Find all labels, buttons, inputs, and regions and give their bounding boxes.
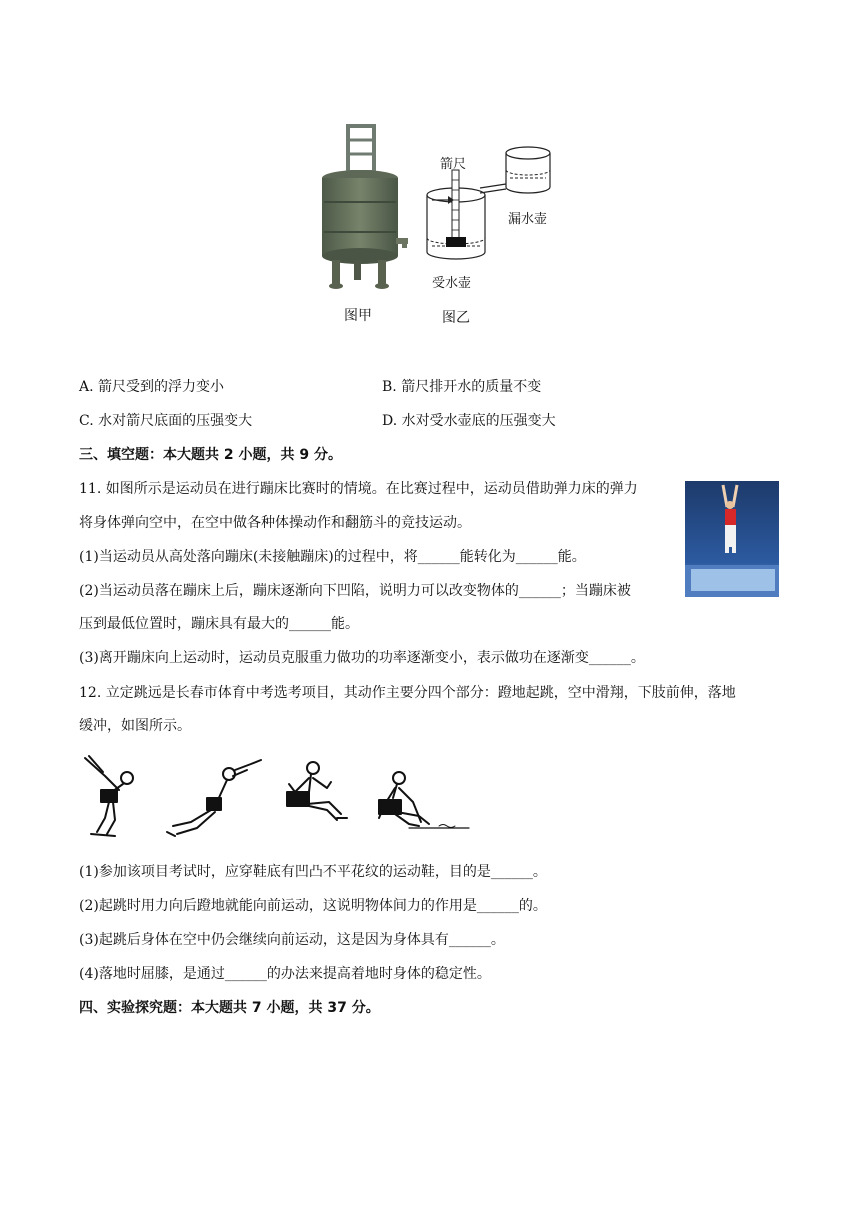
q12-line-5: (3)起跳后身体在空中仍会继续向前运动，这是因为身体具有______。 bbox=[79, 932, 505, 948]
label-receive-pot: 受水壶 bbox=[432, 276, 472, 291]
q12-line-3: (1)参加该项目考试时，应穿鞋底有凹凸不平花纹的运动鞋，目的是______。 bbox=[79, 864, 547, 880]
option-d: D. 水对受水壶底的压强变大 bbox=[382, 413, 556, 429]
clepsydra-photo bbox=[318, 120, 410, 292]
caption-figure-a: 图甲 bbox=[344, 308, 372, 324]
q11-line-6: (3)离开蹦床向上运动时，运动员克服重力做功的功率逐渐变小，表示做功在逐渐变______。 bbox=[79, 650, 645, 666]
section-3-title: 三、填空题：本大题共 2 小题，共 9 分。 bbox=[79, 447, 342, 463]
trampoline-photo bbox=[685, 481, 779, 597]
option-b: B. 箭尺排开水的质量不变 bbox=[382, 379, 542, 395]
q12-line-6: (4)落地时屈膝，是通过______的办法来提高着地时身体的稳定性。 bbox=[79, 966, 491, 982]
section-4-title: 四、实验探究题：本大题共 7 小题，共 37 分。 bbox=[79, 1000, 380, 1016]
option-a: A. 箭尺受到的浮力变小 bbox=[79, 379, 225, 395]
label-drip-pot: 漏水壶 bbox=[508, 212, 548, 227]
long-jump-sequence-figure bbox=[79, 748, 479, 844]
q11-line-2: 将身体弹向空中，在空中做各种体操动作和翻筋斗的竞技运动。 bbox=[79, 515, 471, 531]
caption-figure-b: 图乙 bbox=[442, 310, 470, 326]
q12-line-4: (2)起跳时用力向后蹬地就能向前运动，这说明物体间力的作用是______的。 bbox=[79, 898, 547, 914]
q11-line-3: (1)当运动员从高处落向蹦床(未接触蹦床)的过程中，将______能转化为______能。 bbox=[79, 549, 586, 565]
q11-line-5: 压到最低位置时，蹦床具有最大的______能。 bbox=[79, 616, 359, 632]
option-c: C. 水对箭尺底面的压强变大 bbox=[79, 413, 253, 429]
q12-line-2: 缓冲，如图所示。 bbox=[79, 718, 191, 734]
label-arrow-rod: 箭尺 bbox=[440, 157, 467, 172]
q11-line-1: 11. 如图所示是运动员在进行蹦床比赛时的情境。在比赛过程中，运动员借助弹力床的弹力 bbox=[79, 481, 638, 497]
q11-line-4: (2)当运动员落在蹦床上后，蹦床逐渐向下凹陷，说明力可以改变物体的______；当蹦床被 bbox=[79, 583, 631, 599]
q12-line-1: 12. 立定跳远是长春市体育中考选考项目，其动作主要分四个部分：蹬地起跳，空中滑翔，下肢前伸，落地 bbox=[79, 685, 736, 701]
